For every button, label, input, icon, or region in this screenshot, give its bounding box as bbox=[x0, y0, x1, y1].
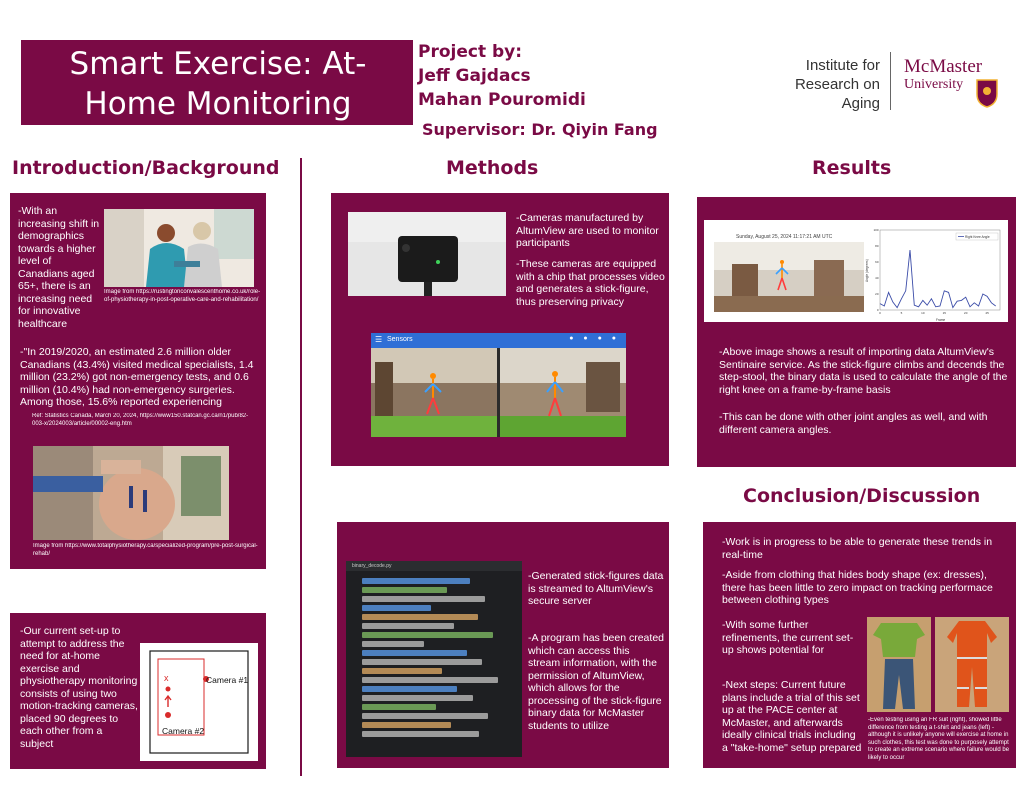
physio-photo-2 bbox=[33, 446, 229, 540]
poster-title: Smart Exercise: At-Home Monitoring bbox=[69, 46, 367, 122]
methods-text-1: -Cameras manufactured by AltumView are used to monitor participants bbox=[516, 212, 659, 248]
menu-icon[interactable]: ☰ bbox=[375, 335, 383, 344]
column-divider bbox=[300, 158, 302, 776]
setup-text: -Our current set-up to attempt to address the need for at-home exercise and physiotherapy monitoring consists of using two motion-tracking cameras, placed 90 degrees to each other from a subject bbox=[20, 625, 138, 750]
methods-text-2: -These cameras are equipped with a chip that processes video and generates a stick-figure, thus preserving privacy bbox=[516, 258, 665, 308]
chart-ytick-label: 0 bbox=[876, 308, 879, 312]
physio-photo-1 bbox=[104, 209, 254, 287]
chart-ytick-label: 60 bbox=[875, 260, 879, 264]
results-heading: Results bbox=[812, 157, 892, 179]
methods-text-4: -A program has been created which can access this stream information, with the permission of AltumView, which allows for the processing of the stick-figure binary data for McMaster students to utilize bbox=[528, 632, 664, 732]
chart-xtick-label: 0 bbox=[879, 311, 881, 315]
app-bar bbox=[371, 333, 626, 348]
clothing-test-caption: -Even testing using an FR suit (right), showed little difference from testing a t-shirt and jeans (left) - although it is unlikely anyone will exercise at home in such clothes, this test was done to purposely attempt to create an extreme scenario where failure would be likely to occur bbox=[868, 717, 1010, 761]
chart-xtick-label: 5 bbox=[900, 311, 903, 315]
chart-ylabel: Angle (degrees) bbox=[865, 259, 869, 282]
code-editor-tab: binary_decode.py bbox=[346, 561, 522, 571]
chart-ytick-label: 20 bbox=[875, 292, 879, 296]
author-name: Mahan Pouromidi bbox=[418, 90, 586, 110]
conclusion-text-2: -Aside from clothing that hides body shape (ex: dresses), there has been little to zero impact on tracking performace between clothing types bbox=[722, 569, 993, 606]
logo-divider bbox=[890, 52, 891, 110]
knee-angle-chart bbox=[864, 222, 1004, 322]
results-text-2: -This can be done with other joint angles as well, and with different camera angles. bbox=[719, 411, 988, 436]
results-screenshot-header: Sunday, August 25, 2024 11:17:21 AM UTC bbox=[736, 234, 833, 240]
chart-xlabel: Frame bbox=[936, 318, 946, 322]
intro-quote: -"In 2019/2020, an estimated 2.6 million older Canadians (43.4%) visited medical specialists, 1.4 million (23.2%) got non-emergency tests, and 0.6 million (10.4%) had non-emergency surgeries. Among those, 15.6% reported experiencing bbox=[20, 346, 254, 408]
chart-plot-area bbox=[880, 230, 1000, 310]
sensors-app-screenshot bbox=[371, 333, 626, 437]
conclusion-text-1: -Work is in progress to be able to generate these trends in real-time bbox=[722, 536, 993, 561]
supervisor-label: Supervisor: Dr. Qiyin Fang bbox=[422, 120, 658, 139]
chart-xtick-label: 20 bbox=[964, 311, 968, 315]
methods-text-3: -Generated stick-figures data is streamed to AltumView's secure server bbox=[528, 570, 664, 607]
subject-x-mark: x bbox=[164, 673, 169, 683]
fr-suit-photo bbox=[935, 617, 1009, 712]
chart-ytick-label: 80 bbox=[875, 244, 879, 248]
conclusion-heading: Conclusion/Discussion bbox=[743, 485, 981, 507]
ira-logo-line2: Research on Aging bbox=[794, 76, 880, 112]
conclusion-text-4: -Next steps: Current future plans include a trial of this set up at the PACE center at McMaster, and afterwards ideally clinical trials including a "take-home" setup prepared bbox=[722, 679, 862, 754]
project-by-label: Project by: bbox=[418, 42, 523, 62]
app-bar-title: Sensors bbox=[387, 336, 413, 343]
chart-xtick-label: 25 bbox=[985, 311, 989, 315]
author-name: Jeff Gajdacs bbox=[418, 66, 531, 86]
chart-xtick-label: 15 bbox=[942, 311, 946, 315]
altumview-camera-photo bbox=[348, 212, 506, 296]
intro-image2-caption: Image from https://www.totalphysiotherapy.ca/specialized-program/pre-post-surgical-rehab/ bbox=[33, 543, 258, 557]
mcmaster-logo-line2: University bbox=[904, 77, 964, 92]
chart-ytick-label: 100 bbox=[873, 228, 879, 232]
mcmaster-crest-icon bbox=[975, 78, 999, 108]
methods-heading: Methods bbox=[446, 157, 539, 179]
conclusion-text-3: -With some further refinements, the current set-up shows potential for bbox=[722, 619, 854, 656]
chart-xtick-label: 10 bbox=[921, 311, 925, 315]
setup-diagram bbox=[140, 643, 258, 761]
intro-heading: Introduction/Background bbox=[12, 157, 280, 179]
app-bar-icons: ● ● ● ● bbox=[569, 335, 620, 342]
tshirt-jeans-photo bbox=[867, 617, 931, 712]
intro-reference: Ref: Statistics Canada, March 20, 2024, https://www150.statcan.gc.ca/n1/pub/82-003-x/2024003/article/00002-eng.htm bbox=[32, 413, 249, 427]
chart-legend-label: Right Knee Angle bbox=[965, 235, 990, 239]
mcmaster-logo-line1: McMaster bbox=[904, 56, 983, 77]
ira-logo-line1: Institute for bbox=[805, 57, 880, 74]
intro-image-caption: Image from https://rustingtonconvalescenthome.co.uk/role-of-physiotherapy-in-post-operative-care-and-rehabilitation/ bbox=[104, 289, 261, 303]
code-editor-screenshot bbox=[346, 561, 522, 757]
camera1-label: Camera #1 bbox=[206, 675, 249, 685]
code-lines bbox=[346, 571, 522, 737]
ira-logo bbox=[756, 56, 880, 112]
results-screenshot bbox=[704, 220, 1008, 322]
chart-legend bbox=[956, 233, 998, 240]
chart-ytick-label: 40 bbox=[875, 276, 879, 280]
intro-text: -With an increasing shift in demographics towards a higher level of Canadians aged 65+, there is an increasing need for innovative healthcare bbox=[18, 205, 100, 329]
camera2-label: Camera #2 bbox=[162, 726, 205, 736]
results-text-1: -Above image shows a result of importing data AltumView's Sentinaire service. As the stick-figure climbs and decends the step-stool, the binary data is used to calculate the angle of the right knee on a frame-by-frame basis bbox=[719, 346, 1008, 396]
